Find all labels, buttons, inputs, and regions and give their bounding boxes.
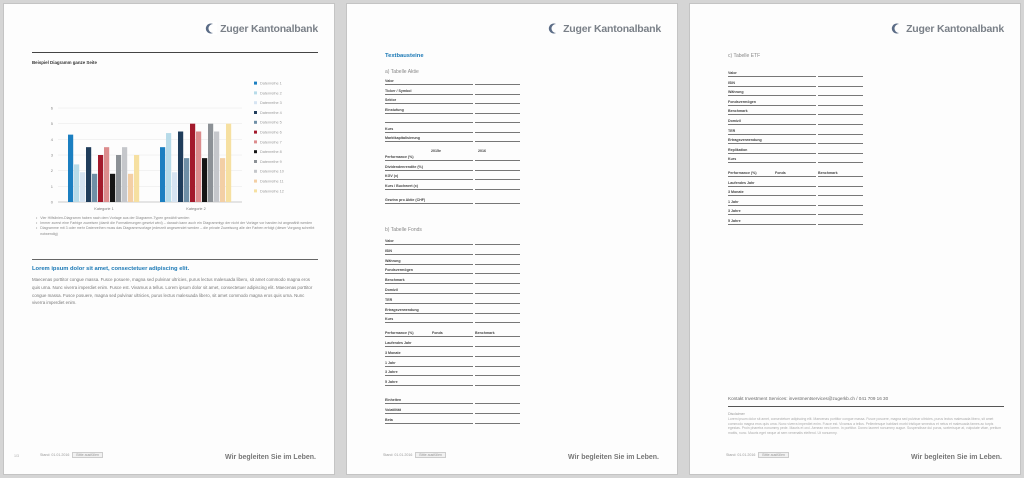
legend-swatch: [254, 150, 257, 153]
table-row-label: Laufendes Jahr: [385, 341, 412, 345]
table-row-line: [385, 413, 435, 414]
table-row-line: [475, 423, 520, 424]
table-row-line: [435, 179, 473, 180]
table-row-line: [385, 254, 435, 255]
bar: [122, 147, 127, 202]
table-row-line: [385, 403, 435, 404]
table-row-line: [475, 189, 520, 190]
contact-rule: [728, 406, 1004, 407]
bullet-list: [36, 216, 318, 237]
table-row-line: [818, 134, 863, 135]
table-row-line: [778, 153, 816, 154]
table-row-line: [818, 76, 863, 77]
table-row-line: [385, 160, 435, 161]
table-row-line: [475, 179, 520, 180]
legend-swatch: [254, 121, 257, 124]
table-row-line: [435, 113, 473, 114]
table-row-line: [435, 322, 473, 323]
bar: [92, 174, 97, 202]
bullet-item: • Diagramme mit 3 oder mehr Datenreihen muss das Diagrammvorlage jederzeit angewendet werden – die private Zuweisung alle der Farben erfolgt (dieser Vorgang schreibt notwendig): [36, 226, 315, 236]
table-row-line: [385, 170, 435, 171]
table-row-line: [778, 224, 816, 225]
table-row-label: Beta: [385, 417, 393, 422]
table-row-line: [818, 153, 863, 154]
table-row-line: [475, 346, 520, 347]
table-row-line: [385, 273, 435, 274]
table-row-line: [475, 141, 520, 142]
legend-label: Datenreihe 6: [260, 130, 282, 135]
table-row-label: Kurs: [385, 317, 394, 322]
table-row-label: Ticker / Symbol: [385, 88, 412, 93]
section-head-fonds: b) Tabelle Fonds: [385, 227, 422, 233]
table-row-label: Währung: [728, 90, 744, 95]
table-column-header: 2016: [478, 149, 486, 153]
table-row-line: [435, 264, 473, 265]
table-row-line: [778, 95, 816, 96]
table-row-line: [475, 84, 520, 85]
table-column-header: 2015e: [431, 149, 441, 153]
page-2: [346, 3, 678, 475]
bar: [134, 155, 139, 202]
section-head-etf: c) Tabelle ETF: [728, 53, 761, 59]
bar: [160, 147, 165, 202]
footer-meta-field[interactable]: Bitte ausfüllen: [415, 452, 446, 458]
table-row-label: Einstufung: [385, 107, 404, 112]
table-row-line: [435, 366, 473, 367]
table-column-header: Fonds: [775, 171, 786, 175]
bar: [172, 172, 177, 202]
legend-swatch: [254, 140, 257, 143]
table-row-line: [728, 86, 778, 87]
table-row-line: [385, 336, 435, 337]
table-row-line: [385, 179, 435, 180]
table-row-line: [435, 94, 473, 95]
legend-label: Datenreihe 3: [260, 101, 282, 106]
table-row-line: [435, 254, 473, 255]
table-row-line: [475, 132, 520, 133]
legend-swatch: [254, 180, 257, 183]
table-row-line: [385, 385, 435, 386]
table-row-line: [818, 143, 863, 144]
table-row-line: [818, 95, 863, 96]
table-row-line: [778, 195, 816, 196]
table-row-label: Fondsvermögen: [385, 268, 413, 273]
table-row-line: [385, 113, 435, 114]
table-row-line: [818, 205, 863, 206]
bar: [166, 133, 171, 202]
table-row-line: [435, 423, 473, 424]
bar: [128, 174, 133, 202]
y-tick-label: 2: [50, 168, 53, 174]
table-row-line: [778, 124, 816, 125]
table-row-label: 1 Jahr: [728, 199, 739, 204]
table-row-label: Performance (%): [385, 331, 414, 336]
slogan: Wir begleiten Sie im Leben.: [225, 454, 316, 461]
table-row-line: [728, 95, 778, 96]
table-row-line: [475, 303, 520, 304]
table-row-line: [385, 423, 435, 424]
category-label: Kategorie 1: [94, 207, 114, 211]
table-row-label: 1 Jahr: [385, 360, 396, 365]
legend-swatch: [254, 160, 257, 163]
table-row-label: KGV (x): [385, 174, 399, 178]
bar: [98, 155, 103, 202]
table-row-line: [475, 293, 520, 294]
table-row-line: [475, 103, 520, 104]
table-row-line: [385, 303, 435, 304]
legend-label: Datenreihe 10: [260, 169, 284, 174]
table-row-line: [728, 195, 778, 196]
footer-meta-field[interactable]: Bitte ausfüllen: [72, 452, 103, 458]
table-row-label: Domizil: [728, 119, 741, 123]
table-row-label: 3 Jahre: [728, 209, 741, 214]
table-row-line: [385, 103, 435, 104]
table-row-label: 3 Jahre: [385, 370, 398, 375]
lorem-heading: Lorem ipsum dolor sit amet, consectetuer adipiscing elit.: [32, 266, 190, 272]
table-row-line: [818, 105, 863, 106]
table-row-line: [728, 143, 778, 144]
bullet-item: • Vier Hilfslinien-Diagramm haben nach dem Vorlage aus der Diagramm-Typen gewählt werden: [36, 216, 190, 220]
bar: [80, 172, 85, 202]
table-row-line: [435, 346, 473, 347]
table-row-label: Benchmark: [728, 109, 748, 114]
slogan: Wir begleiten Sie im Leben.: [568, 454, 659, 461]
table-row-line: [385, 122, 435, 123]
table-row-label: Laufendes Jahr: [728, 180, 755, 185]
bar: [104, 147, 109, 202]
y-tick-label: 3: [50, 152, 53, 158]
bar: [226, 124, 231, 202]
legend-label: Datenreihe 1: [260, 81, 282, 86]
bar-chart: [18, 72, 318, 232]
bar: [196, 132, 201, 203]
table-row-line: [778, 86, 816, 87]
table-row-line: [475, 160, 520, 161]
table-row-line: [385, 264, 435, 265]
zkb-logo-icon: [204, 22, 217, 35]
table-row-label: TER: [728, 128, 736, 133]
y-tick-label: 1: [50, 183, 53, 189]
disclaimer-title: Disclaimer: [728, 412, 745, 416]
table-row-label: Volatilität: [385, 407, 401, 412]
table-row-line: [435, 160, 473, 161]
table-row-line: [435, 356, 473, 357]
y-tick-label: 0: [50, 199, 53, 205]
table-row-label: Sektor: [385, 98, 397, 102]
bar: [110, 174, 115, 202]
footer-meta-label: Stand: 01.01.2016: [40, 453, 70, 457]
table-row-line: [475, 254, 520, 255]
bank-name: Zuger Kantonalbank: [220, 22, 318, 35]
table-row-line: [818, 186, 863, 187]
legend-label: Datenreihe 5: [260, 120, 282, 125]
table-row-line: [778, 214, 816, 215]
table-row-line: [778, 186, 816, 187]
table-row-line: [475, 94, 520, 95]
table-row-line: [818, 224, 863, 225]
table-row-label: Valor: [385, 79, 394, 83]
bar: [86, 147, 91, 202]
bar: [68, 135, 73, 202]
table-row-label: 5 Jahre: [385, 380, 398, 385]
table-row-line: [385, 189, 435, 190]
bank-name: Zuger Kantonalbank: [563, 22, 661, 35]
footer-meta: [383, 452, 446, 458]
disclaimer-body: Lorem ipsum dolor sit amet, consectetuer adipiscing elit. Maecenas porttitor congue massa. Fusce posuere, magna sed pulvinar ultricies, purus lectus malesuada libero, sit amet commodo magna eros quis urna. Nunc viverra imperdiet enim. Fusce est. Vivamus a tellus. Pellentesque habitant morbi tristique senectus et netus et malesuada fames ac turpis egestas. Proin pharetra nonummy pede. Mauris et orci. Aenean nec lorem. In porttitor. Donec laoreet nonummy augue. Suspendisse dui purus, scelerisque at, vulputate vitae, pretium mattis, nunc. Mauris eget neque at sem venenatis eleifend. Ut nonummy.: [728, 417, 1002, 435]
table-row-line: [435, 132, 473, 133]
table-row-label: Ertragsverwendung: [385, 307, 419, 312]
contact-line: Kontakt Investment Services: investmentservices@zugerkb.ch / 041 709 16 30: [728, 396, 889, 401]
table-row-label: Kurs: [728, 157, 737, 162]
table-row-line: [818, 176, 863, 177]
table-row-line: [728, 105, 778, 106]
table-row-label: Performance (%): [385, 155, 414, 159]
bar: [184, 158, 189, 202]
table-row-line: [778, 176, 816, 177]
table-row-line: [435, 283, 473, 284]
y-tick-label: 4: [50, 136, 53, 142]
table-row-line: [475, 273, 520, 274]
table-row-label: Kurs / Buchwert (x): [385, 183, 418, 188]
table-row-line: [385, 313, 435, 314]
footer-meta: [40, 452, 103, 458]
table-row-line: [475, 264, 520, 265]
table-row-line: [435, 244, 473, 245]
legend-label: Datenreihe 4: [260, 110, 282, 115]
table-row-line: [475, 244, 520, 245]
table-row-label: 5 Jahre: [728, 219, 741, 223]
table-row-line: [435, 375, 473, 376]
table-row-line: [385, 283, 435, 284]
table-row-line: [435, 273, 473, 274]
legend-swatch: [254, 189, 257, 192]
table-row-line: [385, 322, 435, 323]
table-row-label: 3 Monate: [728, 190, 744, 195]
table-row-line: [818, 124, 863, 125]
zkb-logo-icon: [890, 22, 903, 35]
table-row-label: Replikation: [728, 147, 748, 152]
table-row-line: [728, 224, 778, 225]
table-row-line: [778, 114, 816, 115]
legend-swatch: [254, 101, 257, 104]
table-row-line: [385, 293, 435, 294]
table-row-line: [385, 203, 435, 204]
table-row-line: [475, 203, 520, 204]
bar: [190, 124, 195, 202]
table-row-line: [778, 205, 816, 206]
legend-swatch: [254, 91, 257, 94]
table-row-label: Performance (%): [728, 171, 757, 175]
table-row-line: [385, 244, 435, 245]
page-title: Textbausteine: [385, 53, 424, 59]
legend-label: Datenreihe 7: [260, 140, 282, 145]
legend-label: Datenreihe 8: [260, 150, 282, 155]
legend-label: Datenreihe 9: [260, 159, 282, 164]
y-tick-label: 5: [50, 121, 53, 127]
table-row-label: Fondsvermögen: [728, 99, 756, 104]
bank-logo: [890, 22, 1004, 35]
table-column-header: Benchmark: [475, 331, 495, 336]
table-row-line: [435, 303, 473, 304]
table-row-line: [435, 103, 473, 104]
bank-name: Zuger Kantonalbank: [906, 22, 1004, 35]
table-row-line: [385, 141, 435, 142]
table-row-label: Einheiten: [385, 398, 402, 402]
table-row-line: [435, 403, 473, 404]
table-row-line: [728, 176, 778, 177]
table-row-line: [818, 114, 863, 115]
table-row-line: [385, 356, 435, 357]
legend-swatch: [254, 131, 257, 134]
bar: [202, 158, 207, 202]
bank-logo: [547, 22, 661, 35]
legend-swatch: [254, 111, 257, 114]
table-row-line: [435, 170, 473, 171]
table-row-line: [778, 143, 816, 144]
table-row-line: [728, 76, 778, 77]
y-tick-label: 6: [50, 105, 53, 111]
table-row-label: Valor: [728, 71, 737, 75]
table-row-line: [778, 134, 816, 135]
table-row-label: Kurs: [385, 126, 394, 131]
table-row-line: [475, 322, 520, 323]
section-rule: [32, 259, 318, 260]
footer-meta-field[interactable]: Bitte ausfüllen: [758, 452, 789, 458]
table-row-line: [728, 134, 778, 135]
table-row-line: [778, 162, 816, 163]
table-row-line: [435, 293, 473, 294]
bank-logo: [204, 22, 318, 35]
table-row-line: [385, 132, 435, 133]
table-row-line: [385, 375, 435, 376]
table-row-line: [475, 170, 520, 171]
table-row-label: 3 Monate: [385, 350, 401, 355]
chart-title: Beispiel Diagramm ganze Seite: [32, 60, 97, 65]
table-row-line: [728, 114, 778, 115]
page-1: [3, 3, 335, 475]
slogan: Wir begleiten Sie im Leben.: [911, 454, 1002, 461]
table-row-label: Währung: [385, 258, 401, 263]
table-row-label: ISIN: [728, 80, 735, 85]
legend-swatch: [254, 82, 257, 85]
table-row-line: [435, 84, 473, 85]
table-row-line: [475, 356, 520, 357]
table-row-label: Gewinn pro Aktie (CHF): [385, 198, 426, 202]
table-row-line: [475, 403, 520, 404]
table-row-label: TER: [385, 297, 393, 302]
page-number: 1/3: [14, 454, 19, 458]
table-row-label: Domizil: [385, 288, 398, 292]
table-row-line: [475, 122, 520, 123]
table-row-label: ISIN: [385, 248, 392, 253]
header-rule: [32, 52, 318, 53]
table-row-label: Marktkapitalisierung: [385, 136, 420, 140]
table-row-line: [435, 203, 473, 204]
table-column-header: Fonds: [432, 331, 443, 336]
table-row-line: [728, 153, 778, 154]
table-row-line: [435, 385, 473, 386]
zkb-logo-icon: [547, 22, 560, 35]
table-row-line: [475, 313, 520, 314]
bar: [116, 155, 121, 202]
table-row-line: [818, 214, 863, 215]
table-row-line: [385, 366, 435, 367]
table-row-line: [778, 105, 816, 106]
bar: [74, 164, 79, 202]
table-row-line: [475, 413, 520, 414]
table-row-label: Benchmark: [385, 278, 405, 283]
category-label: Kategorie 2: [186, 207, 206, 211]
legend-swatch: [254, 170, 257, 173]
table-row-line: [435, 413, 473, 414]
table-row-line: [475, 366, 520, 367]
lorem-body: Maecenas porttitor congue massa. Fusce posuere, magna sed pulvinar ultricies, purus lectus malesuada libero, sit amet commodo magna eros quis urna. Nunc viverra imperdiet enim. Fusce est. Vivamus a tellus. Lorem ipsum dolor sit amet, consectetuer adipiscing elit. Maecenas porttitor congue massa. Fusce posuere, magna sed pulvinar ultricies, purus lectus malesuada libero, sit amet commodo magna eros quis urna. Nunc viverra imperdiet enim.: [32, 277, 313, 306]
table-row-line: [385, 346, 435, 347]
legend-label: Datenreihe 11: [260, 179, 284, 184]
table-row-line: [728, 214, 778, 215]
table-row-line: [475, 375, 520, 376]
table-row-line: [435, 313, 473, 314]
section-head-aktie: a) Tabelle Aktie: [385, 69, 419, 75]
page-3: [689, 3, 1021, 475]
table-row-line: [728, 124, 778, 125]
footer-meta: [726, 452, 789, 458]
footer-meta-label: Stand: 01.01.2016: [383, 453, 413, 457]
table-row-line: [435, 189, 473, 190]
table-row-line: [435, 141, 473, 142]
table-row-label: Ertragsverwendung: [728, 138, 762, 143]
table-row-line: [475, 283, 520, 284]
table-row-line: [818, 86, 863, 87]
table-row-line: [778, 76, 816, 77]
table-row-label: Valor: [385, 239, 394, 243]
legend-label: Datenreihe 12: [260, 189, 284, 194]
table-row-line: [435, 336, 473, 337]
bar: [208, 124, 213, 202]
table-row-line: [385, 94, 435, 95]
table-row-line: [475, 113, 520, 114]
table-row-line: [475, 336, 520, 337]
footer-meta-label: Stand: 01.01.2016: [726, 453, 756, 457]
bar: [220, 158, 225, 202]
table-row-line: [818, 195, 863, 196]
table-column-header: Benchmark: [818, 171, 838, 175]
table-row-line: [385, 84, 435, 85]
table-row-label: Dividendenrendite (%): [385, 164, 423, 169]
table-row-line: [728, 162, 778, 163]
table-row-line: [435, 122, 473, 123]
bar: [178, 132, 183, 203]
table-row-line: [475, 385, 520, 386]
bar: [214, 132, 219, 203]
table-row-line: [728, 205, 778, 206]
bullet-item: • Immer zuerst eine Farbige zuweisen (damit die Formatierungen gesetzt wird) – danach kann auch ein Diagrammtyp der nicht der Vorlage vor handen ist angewählt werden: [36, 221, 313, 226]
legend-label: Datenreihe 2: [260, 91, 282, 96]
table-row-line: [728, 186, 778, 187]
table-row-line: [818, 162, 863, 163]
